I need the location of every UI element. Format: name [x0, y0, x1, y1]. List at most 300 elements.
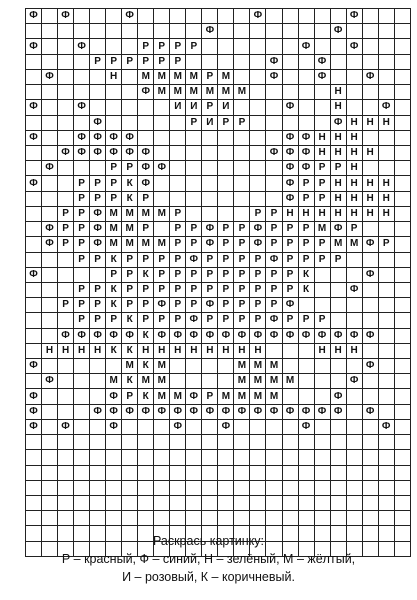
grid-cell[interactable] [42, 24, 58, 39]
grid-cell[interactable]: Р [170, 206, 186, 221]
grid-cell[interactable] [122, 69, 138, 84]
grid-cell[interactable]: Ф [266, 69, 282, 84]
grid-cell[interactable] [26, 191, 42, 206]
grid-cell[interactable]: Р [282, 252, 298, 267]
grid-cell[interactable]: Ф [282, 145, 298, 160]
grid-cell[interactable] [138, 9, 154, 24]
grid-cell[interactable] [26, 85, 42, 100]
grid-cell[interactable]: Р [266, 282, 282, 297]
grid-cell[interactable] [394, 176, 410, 191]
grid-cell[interactable]: Р [202, 100, 218, 115]
grid-cell[interactable] [74, 359, 90, 374]
grid-cell[interactable]: Р [170, 237, 186, 252]
grid-cell[interactable]: К [138, 389, 154, 404]
grid-cell[interactable] [74, 511, 90, 526]
grid-cell[interactable]: Р [234, 237, 250, 252]
grid-cell[interactable]: Ф [282, 404, 298, 419]
grid-cell[interactable]: Ф [346, 39, 362, 54]
grid-cell[interactable] [234, 130, 250, 145]
grid-cell[interactable] [378, 435, 394, 450]
grid-cell[interactable] [282, 419, 298, 434]
grid-cell[interactable]: Ф [138, 145, 154, 160]
grid-cell[interactable] [394, 511, 410, 526]
grid-cell[interactable]: Р [186, 298, 202, 313]
grid-cell[interactable] [154, 191, 170, 206]
grid-cell[interactable]: Р [154, 313, 170, 328]
grid-cell[interactable] [378, 465, 394, 480]
grid-cell[interactable] [26, 374, 42, 389]
grid-cell[interactable]: Р [282, 222, 298, 237]
grid-cell[interactable]: М [186, 85, 202, 100]
grid-cell[interactable] [26, 115, 42, 130]
grid-cell[interactable] [218, 496, 234, 511]
grid-cell[interactable] [58, 404, 74, 419]
grid-cell[interactable]: Н [314, 343, 330, 358]
grid-cell[interactable]: Р [314, 176, 330, 191]
grid-cell[interactable] [218, 24, 234, 39]
grid-cell[interactable]: Р [186, 115, 202, 130]
grid-cell[interactable]: М [202, 85, 218, 100]
grid-cell[interactable] [346, 419, 362, 434]
grid-cell[interactable] [378, 359, 394, 374]
grid-cell[interactable] [202, 511, 218, 526]
grid-cell[interactable] [394, 343, 410, 358]
grid-cell[interactable]: Р [266, 267, 282, 282]
grid-cell[interactable]: Р [298, 222, 314, 237]
grid-cell[interactable]: Р [266, 206, 282, 221]
grid-cell[interactable]: К [122, 176, 138, 191]
grid-cell[interactable] [106, 24, 122, 39]
grid-cell[interactable]: Р [218, 282, 234, 297]
grid-cell[interactable] [90, 465, 106, 480]
grid-cell[interactable] [26, 252, 42, 267]
grid-cell[interactable]: Н [346, 145, 362, 160]
grid-cell[interactable]: Н [106, 69, 122, 84]
grid-cell[interactable]: Н [58, 343, 74, 358]
grid-cell[interactable]: Р [218, 267, 234, 282]
grid-cell[interactable] [346, 298, 362, 313]
grid-cell[interactable]: Ф [282, 328, 298, 343]
grid-cell[interactable] [314, 298, 330, 313]
grid-cell[interactable]: Р [138, 298, 154, 313]
grid-cell[interactable]: Н [250, 343, 266, 358]
grid-cell[interactable] [42, 465, 58, 480]
grid-cell[interactable]: К [298, 282, 314, 297]
grid-cell[interactable]: Ф [122, 130, 138, 145]
grid-cell[interactable]: М [138, 237, 154, 252]
grid-cell[interactable] [26, 313, 42, 328]
grid-cell[interactable] [74, 435, 90, 450]
grid-cell[interactable] [394, 450, 410, 465]
grid-cell[interactable]: Н [314, 206, 330, 221]
grid-cell[interactable] [330, 9, 346, 24]
grid-cell[interactable]: Н [362, 176, 378, 191]
grid-cell[interactable]: Ф [58, 419, 74, 434]
grid-cell[interactable] [234, 176, 250, 191]
grid-cell[interactable] [26, 480, 42, 495]
grid-cell[interactable] [154, 145, 170, 160]
grid-cell[interactable] [42, 450, 58, 465]
grid-cell[interactable]: Ф [26, 404, 42, 419]
grid-cell[interactable]: Р [90, 298, 106, 313]
grid-cell[interactable] [282, 359, 298, 374]
grid-cell[interactable] [154, 115, 170, 130]
grid-cell[interactable] [266, 450, 282, 465]
grid-cell[interactable] [362, 9, 378, 24]
grid-cell[interactable] [202, 496, 218, 511]
grid-cell[interactable]: Н [202, 343, 218, 358]
grid-cell[interactable] [282, 54, 298, 69]
grid-cell[interactable] [330, 374, 346, 389]
grid-cell[interactable]: М [122, 237, 138, 252]
grid-cell[interactable] [330, 511, 346, 526]
grid-cell[interactable] [154, 222, 170, 237]
grid-cell[interactable] [362, 24, 378, 39]
grid-cell[interactable]: К [106, 282, 122, 297]
grid-cell[interactable] [330, 54, 346, 69]
grid-cell[interactable] [234, 9, 250, 24]
grid-cell[interactable] [314, 115, 330, 130]
grid-cell[interactable] [394, 313, 410, 328]
grid-cell[interactable] [218, 374, 234, 389]
grid-cell[interactable] [122, 85, 138, 100]
grid-cell[interactable] [282, 435, 298, 450]
grid-cell[interactable]: Ф [90, 145, 106, 160]
grid-cell[interactable] [218, 359, 234, 374]
grid-cell[interactable]: Н [378, 191, 394, 206]
grid-cell[interactable] [122, 419, 138, 434]
grid-cell[interactable] [74, 24, 90, 39]
grid-cell[interactable]: Ф [346, 282, 362, 297]
grid-cell[interactable] [74, 267, 90, 282]
grid-cell[interactable]: М [330, 237, 346, 252]
grid-cell[interactable] [106, 100, 122, 115]
grid-cell[interactable] [234, 480, 250, 495]
grid-cell[interactable] [218, 206, 234, 221]
grid-cell[interactable] [266, 176, 282, 191]
grid-cell[interactable] [170, 24, 186, 39]
grid-cell[interactable]: М [170, 69, 186, 84]
grid-cell[interactable] [250, 100, 266, 115]
grid-cell[interactable]: Н [346, 115, 362, 130]
grid-cell[interactable] [330, 450, 346, 465]
grid-cell[interactable] [26, 298, 42, 313]
grid-cell[interactable]: Ф [330, 24, 346, 39]
grid-cell[interactable] [58, 435, 74, 450]
grid-cell[interactable]: Ф [250, 237, 266, 252]
grid-cell[interactable] [362, 465, 378, 480]
grid-cell[interactable] [154, 419, 170, 434]
grid-cell[interactable] [298, 54, 314, 69]
grid-cell[interactable] [266, 419, 282, 434]
grid-cell[interactable] [106, 496, 122, 511]
grid-cell[interactable] [298, 69, 314, 84]
grid-cell[interactable] [42, 435, 58, 450]
grid-cell[interactable] [314, 435, 330, 450]
grid-cell[interactable] [250, 130, 266, 145]
grid-cell[interactable] [138, 480, 154, 495]
grid-cell[interactable] [362, 222, 378, 237]
grid-cell[interactable]: Н [330, 343, 346, 358]
grid-cell[interactable]: Ф [266, 328, 282, 343]
grid-cell[interactable] [314, 282, 330, 297]
grid-cell[interactable] [122, 511, 138, 526]
grid-cell[interactable] [234, 161, 250, 176]
grid-cell[interactable] [42, 176, 58, 191]
grid-cell[interactable] [298, 115, 314, 130]
grid-cell[interactable]: М [154, 206, 170, 221]
grid-cell[interactable]: Р [138, 252, 154, 267]
grid-cell[interactable] [42, 328, 58, 343]
grid-cell[interactable]: Ф [298, 328, 314, 343]
grid-cell[interactable] [74, 374, 90, 389]
grid-cell[interactable]: Ф [266, 252, 282, 267]
grid-cell[interactable] [378, 313, 394, 328]
grid-cell[interactable]: Ф [170, 419, 186, 434]
grid-cell[interactable] [298, 450, 314, 465]
grid-cell[interactable] [250, 419, 266, 434]
grid-cell[interactable] [298, 480, 314, 495]
grid-cell[interactable] [186, 419, 202, 434]
grid-cell[interactable] [266, 24, 282, 39]
grid-cell[interactable] [218, 54, 234, 69]
grid-cell[interactable]: Ф [298, 161, 314, 176]
grid-cell[interactable]: Р [186, 222, 202, 237]
grid-cell[interactable] [282, 496, 298, 511]
grid-cell[interactable] [186, 450, 202, 465]
grid-cell[interactable] [170, 191, 186, 206]
grid-cell[interactable] [154, 450, 170, 465]
grid-cell[interactable] [186, 435, 202, 450]
grid-cell[interactable]: Р [266, 237, 282, 252]
grid-cell[interactable] [362, 252, 378, 267]
grid-cell[interactable] [122, 496, 138, 511]
grid-cell[interactable]: Р [218, 313, 234, 328]
grid-cell[interactable]: Ф [106, 130, 122, 145]
grid-cell[interactable] [346, 252, 362, 267]
grid-cell[interactable]: Ф [26, 9, 42, 24]
grid-cell[interactable] [106, 9, 122, 24]
grid-cell[interactable] [298, 24, 314, 39]
grid-cell[interactable] [394, 85, 410, 100]
grid-cell[interactable] [202, 465, 218, 480]
grid-cell[interactable]: Ф [90, 206, 106, 221]
grid-cell[interactable] [282, 85, 298, 100]
grid-cell[interactable]: К [106, 343, 122, 358]
grid-cell[interactable] [378, 130, 394, 145]
grid-cell[interactable] [202, 54, 218, 69]
grid-cell[interactable] [202, 419, 218, 434]
grid-cell[interactable] [186, 465, 202, 480]
grid-cell[interactable]: М [234, 359, 250, 374]
grid-cell[interactable] [58, 450, 74, 465]
grid-cell[interactable]: Ф [58, 328, 74, 343]
grid-cell[interactable] [154, 480, 170, 495]
grid-cell[interactable]: Р [234, 267, 250, 282]
grid-cell[interactable] [42, 282, 58, 297]
grid-cell[interactable]: Ф [202, 237, 218, 252]
grid-cell[interactable] [266, 130, 282, 145]
grid-cell[interactable] [346, 267, 362, 282]
grid-cell[interactable] [42, 389, 58, 404]
grid-cell[interactable] [234, 511, 250, 526]
grid-cell[interactable]: Ф [90, 115, 106, 130]
grid-cell[interactable] [170, 374, 186, 389]
grid-cell[interactable]: Н [298, 206, 314, 221]
grid-cell[interactable] [282, 511, 298, 526]
grid-cell[interactable] [90, 161, 106, 176]
grid-cell[interactable] [42, 298, 58, 313]
grid-cell[interactable] [378, 282, 394, 297]
grid-cell[interactable] [154, 130, 170, 145]
grid-cell[interactable] [314, 267, 330, 282]
grid-cell[interactable]: М [234, 85, 250, 100]
grid-cell[interactable]: Р [58, 206, 74, 221]
grid-cell[interactable] [186, 9, 202, 24]
grid-cell[interactable] [346, 511, 362, 526]
grid-cell[interactable] [394, 480, 410, 495]
grid-cell[interactable] [58, 39, 74, 54]
grid-cell[interactable]: Ф [250, 404, 266, 419]
grid-cell[interactable] [26, 161, 42, 176]
grid-cell[interactable] [42, 359, 58, 374]
grid-cell[interactable]: Ф [26, 267, 42, 282]
grid-cell[interactable]: Ф [170, 404, 186, 419]
grid-cell[interactable] [394, 69, 410, 84]
grid-cell[interactable]: К [138, 267, 154, 282]
grid-cell[interactable]: Р [298, 252, 314, 267]
grid-cell[interactable] [26, 343, 42, 358]
grid-cell[interactable] [346, 85, 362, 100]
grid-cell[interactable]: Р [282, 267, 298, 282]
grid-cell[interactable]: М [138, 374, 154, 389]
grid-cell[interactable] [90, 450, 106, 465]
grid-cell[interactable] [42, 480, 58, 495]
grid-cell[interactable]: И [202, 115, 218, 130]
grid-cell[interactable]: М [106, 206, 122, 221]
grid-cell[interactable] [330, 435, 346, 450]
grid-cell[interactable] [26, 282, 42, 297]
grid-cell[interactable] [122, 450, 138, 465]
grid-cell[interactable]: Ф [234, 328, 250, 343]
grid-cell[interactable] [298, 496, 314, 511]
grid-cell[interactable]: Н [346, 176, 362, 191]
grid-cell[interactable] [58, 161, 74, 176]
grid-cell[interactable] [298, 343, 314, 358]
grid-cell[interactable] [42, 419, 58, 434]
grid-cell[interactable]: М [106, 237, 122, 252]
grid-cell[interactable]: Ф [74, 100, 90, 115]
grid-cell[interactable]: Ф [330, 328, 346, 343]
grid-cell[interactable]: Ф [250, 222, 266, 237]
grid-cell[interactable] [122, 480, 138, 495]
grid-cell[interactable] [298, 389, 314, 404]
grid-cell[interactable]: Ф [346, 374, 362, 389]
grid-cell[interactable] [362, 298, 378, 313]
grid-cell[interactable] [394, 145, 410, 160]
grid-cell[interactable] [250, 69, 266, 84]
grid-cell[interactable]: Р [90, 176, 106, 191]
grid-cell[interactable] [186, 374, 202, 389]
grid-cell[interactable]: Ф [218, 404, 234, 419]
grid-cell[interactable]: Ф [154, 328, 170, 343]
grid-cell[interactable]: Р [154, 282, 170, 297]
grid-cell[interactable]: Р [266, 298, 282, 313]
grid-cell[interactable]: Р [170, 298, 186, 313]
grid-cell[interactable]: Р [250, 252, 266, 267]
grid-cell[interactable] [314, 496, 330, 511]
grid-cell[interactable]: Ф [282, 100, 298, 115]
grid-cell[interactable]: Р [314, 313, 330, 328]
grid-cell[interactable] [298, 100, 314, 115]
grid-cell[interactable]: К [138, 328, 154, 343]
grid-cell[interactable] [202, 161, 218, 176]
grid-cell[interactable] [330, 465, 346, 480]
grid-cell[interactable] [394, 206, 410, 221]
grid-cell[interactable]: Ф [362, 267, 378, 282]
grid-cell[interactable] [186, 359, 202, 374]
grid-cell[interactable]: Р [58, 222, 74, 237]
grid-cell[interactable] [314, 24, 330, 39]
grid-cell[interactable] [122, 435, 138, 450]
grid-cell[interactable] [362, 480, 378, 495]
grid-cell[interactable] [202, 480, 218, 495]
grid-cell[interactable] [250, 39, 266, 54]
grid-cell[interactable]: Р [346, 222, 362, 237]
grid-cell[interactable]: М [122, 359, 138, 374]
grid-cell[interactable]: Ф [122, 145, 138, 160]
grid-cell[interactable] [90, 24, 106, 39]
grid-cell[interactable] [26, 24, 42, 39]
grid-cell[interactable] [58, 85, 74, 100]
grid-cell[interactable] [138, 24, 154, 39]
grid-cell[interactable]: Ф [106, 404, 122, 419]
grid-cell[interactable] [202, 374, 218, 389]
grid-cell[interactable] [394, 130, 410, 145]
grid-cell[interactable]: Р [314, 252, 330, 267]
grid-cell[interactable] [26, 54, 42, 69]
grid-cell[interactable] [266, 161, 282, 176]
grid-cell[interactable]: Р [122, 282, 138, 297]
grid-cell[interactable] [282, 450, 298, 465]
grid-cell[interactable] [138, 465, 154, 480]
grid-cell[interactable] [234, 206, 250, 221]
grid-cell[interactable]: Р [90, 252, 106, 267]
grid-cell[interactable]: Ф [170, 328, 186, 343]
grid-cell[interactable]: К [122, 191, 138, 206]
grid-cell[interactable]: Ф [330, 222, 346, 237]
grid-cell[interactable] [42, 54, 58, 69]
grid-cell[interactable]: Н [378, 176, 394, 191]
grid-cell[interactable]: И [170, 100, 186, 115]
grid-cell[interactable] [42, 145, 58, 160]
grid-cell[interactable] [362, 343, 378, 358]
grid-cell[interactable] [58, 130, 74, 145]
grid-cell[interactable]: Р [122, 298, 138, 313]
grid-cell[interactable] [234, 450, 250, 465]
grid-cell[interactable]: Ф [362, 328, 378, 343]
grid-cell[interactable] [202, 435, 218, 450]
grid-cell[interactable] [154, 511, 170, 526]
grid-cell[interactable]: М [186, 69, 202, 84]
grid-cell[interactable] [394, 222, 410, 237]
grid-cell[interactable] [378, 267, 394, 282]
grid-cell[interactable]: Н [346, 130, 362, 145]
grid-cell[interactable]: Р [330, 252, 346, 267]
grid-cell[interactable]: Р [202, 389, 218, 404]
grid-cell[interactable]: Ф [266, 313, 282, 328]
grid-cell[interactable] [58, 176, 74, 191]
